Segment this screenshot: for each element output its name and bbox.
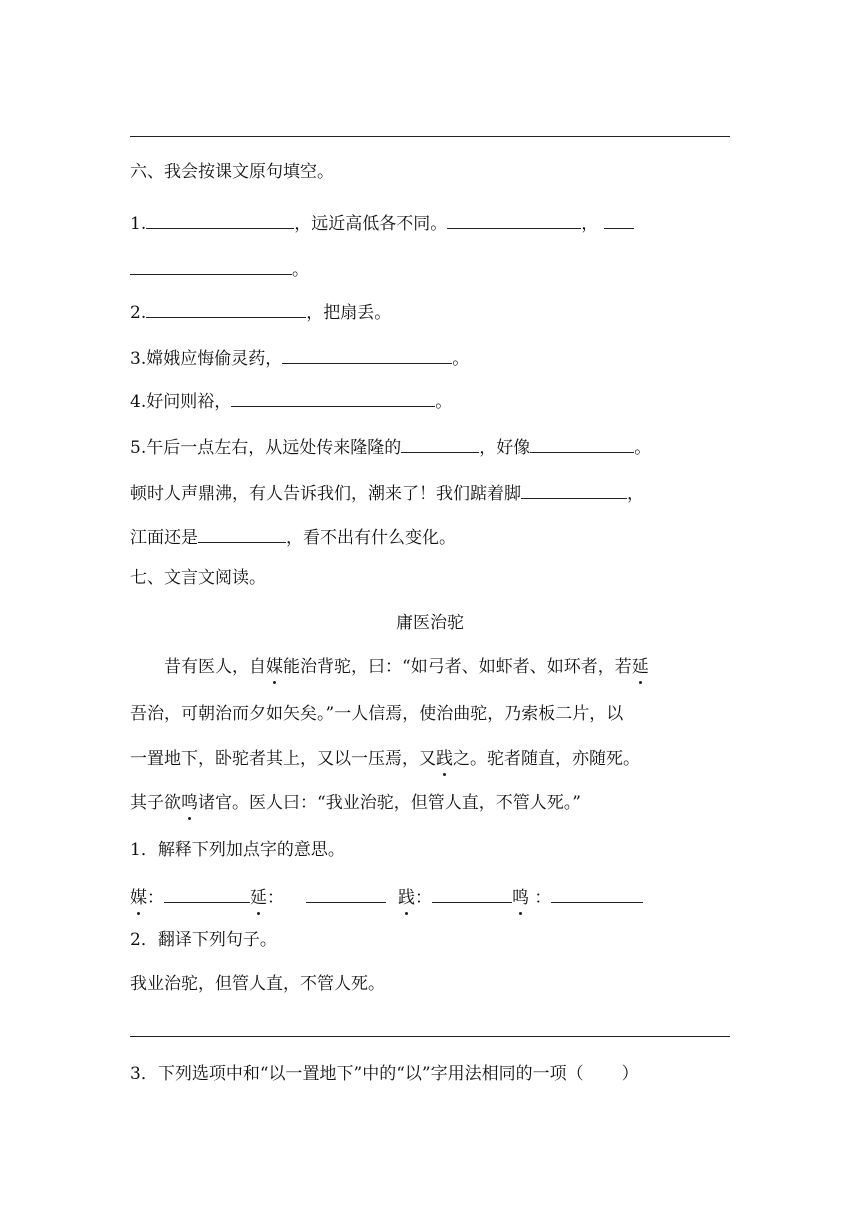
punctuation: ，	[581, 214, 599, 234]
question-6-1-cont	[130, 254, 309, 282]
fill-blank[interactable]	[432, 882, 512, 903]
punctuation: ，	[627, 484, 644, 504]
dotted-char-jian: 践	[436, 749, 453, 769]
question-number: 1.	[130, 214, 147, 234]
punctuation: ）	[621, 1064, 639, 1084]
dotted-char-yan: 延	[631, 657, 649, 677]
fill-blank[interactable]	[282, 343, 452, 364]
fill-blank[interactable]	[146, 208, 294, 229]
passage-line-2: 吾治，可朝治而夕如矢矣。”一人信焉，使治曲驼，乃索板二片，以	[130, 704, 624, 724]
dotted-char-mei: 媒	[266, 657, 283, 677]
question-text: 3.嫦娥应悔偷灵药，	[130, 349, 283, 369]
question-7-3	[130, 1062, 639, 1086]
question-text: 顿时人声鼎沸，有人告诉我们，潮来了！我们踮着脚	[130, 484, 521, 504]
fill-blank[interactable]	[130, 254, 292, 275]
passage-text: 诸官。医人曰：“我业治驼，但管人直，不管人死。”	[198, 793, 581, 813]
passage-text: 一置地下，卧驼者其上，又以一压焉，又	[130, 749, 436, 769]
answer-line[interactable]	[130, 1036, 730, 1037]
passage-line-3	[130, 747, 640, 771]
question-6-1	[130, 208, 634, 236]
question-text: 3．下列选项中和“以一置地下”中的“以”字用法相同的一项（	[130, 1064, 584, 1084]
question-6-5	[130, 432, 651, 460]
fill-blank[interactable]	[306, 882, 386, 903]
question-6-5-line3	[130, 522, 456, 550]
section-7-heading: 七、文言文阅读。	[130, 568, 266, 588]
question-7-2-sentence: 我业治驼，但管人直，不管人死。	[130, 974, 385, 994]
question-number: 2.	[130, 303, 147, 323]
fill-blank[interactable]	[530, 432, 634, 453]
question-7-1-heading: 1．解释下列加点字的意思。	[130, 840, 345, 860]
fill-blank[interactable]	[521, 478, 627, 499]
fill-blank[interactable]	[198, 522, 286, 543]
question-text: 江面还是	[130, 528, 198, 548]
question-text: 4.好问则裕，	[130, 392, 232, 412]
colon: ：	[534, 888, 552, 908]
punctuation: 。	[452, 349, 470, 369]
answer-line	[130, 136, 730, 137]
passage-text: 之。驼者随直，亦随死。	[453, 749, 640, 769]
punctuation: 。	[435, 392, 453, 412]
fill-blank[interactable]	[401, 432, 479, 453]
fill-blank[interactable]	[604, 208, 634, 229]
dotted-char-yan: 延	[250, 888, 267, 908]
question-text: ，好像	[479, 438, 531, 458]
passage-text: 能治背驼，曰：“如弓者、如虾者、如环者，若	[283, 657, 632, 677]
question-6-5-line2	[130, 478, 644, 506]
fill-blank[interactable]	[146, 297, 306, 318]
question-text: ，看不出有什么变化。	[286, 528, 456, 548]
question-6-2	[130, 297, 391, 325]
dotted-char-ming: 鸣	[512, 888, 529, 908]
punctuation: 。	[634, 438, 652, 458]
passage-text: 其子欲	[130, 793, 181, 813]
fill-blank[interactable]	[551, 882, 643, 903]
question-7-1-answers	[130, 882, 643, 910]
punctuation: 。	[292, 260, 309, 280]
question-text: ，把扇丢。	[306, 303, 392, 323]
fill-blank[interactable]	[447, 208, 581, 229]
passage-line-1	[164, 655, 649, 679]
fill-blank[interactable]	[231, 386, 435, 407]
question-6-4	[130, 386, 452, 414]
section-6-heading: 六、我会按课文原句填空。	[130, 162, 334, 182]
dotted-char-ming: 鸣	[181, 793, 198, 813]
question-text: 5.午后一点左右，从远处传来隆隆的	[130, 438, 402, 458]
question-6-3	[130, 343, 469, 371]
fill-blank[interactable]	[164, 882, 250, 903]
colon: ：	[147, 888, 164, 908]
colon: ：	[415, 888, 432, 908]
dotted-char-jian: 践	[398, 888, 415, 908]
passage-text: 昔有医人，自	[164, 657, 266, 677]
question-text: ，远近高低各不同。	[294, 214, 448, 234]
colon: ：	[267, 888, 284, 908]
passage-title: 庸医治驼	[396, 613, 464, 633]
dotted-char-mei: 媒	[130, 888, 147, 908]
question-7-2-heading: 2．翻译下列句子。	[130, 930, 277, 950]
passage-line-4	[130, 791, 581, 815]
